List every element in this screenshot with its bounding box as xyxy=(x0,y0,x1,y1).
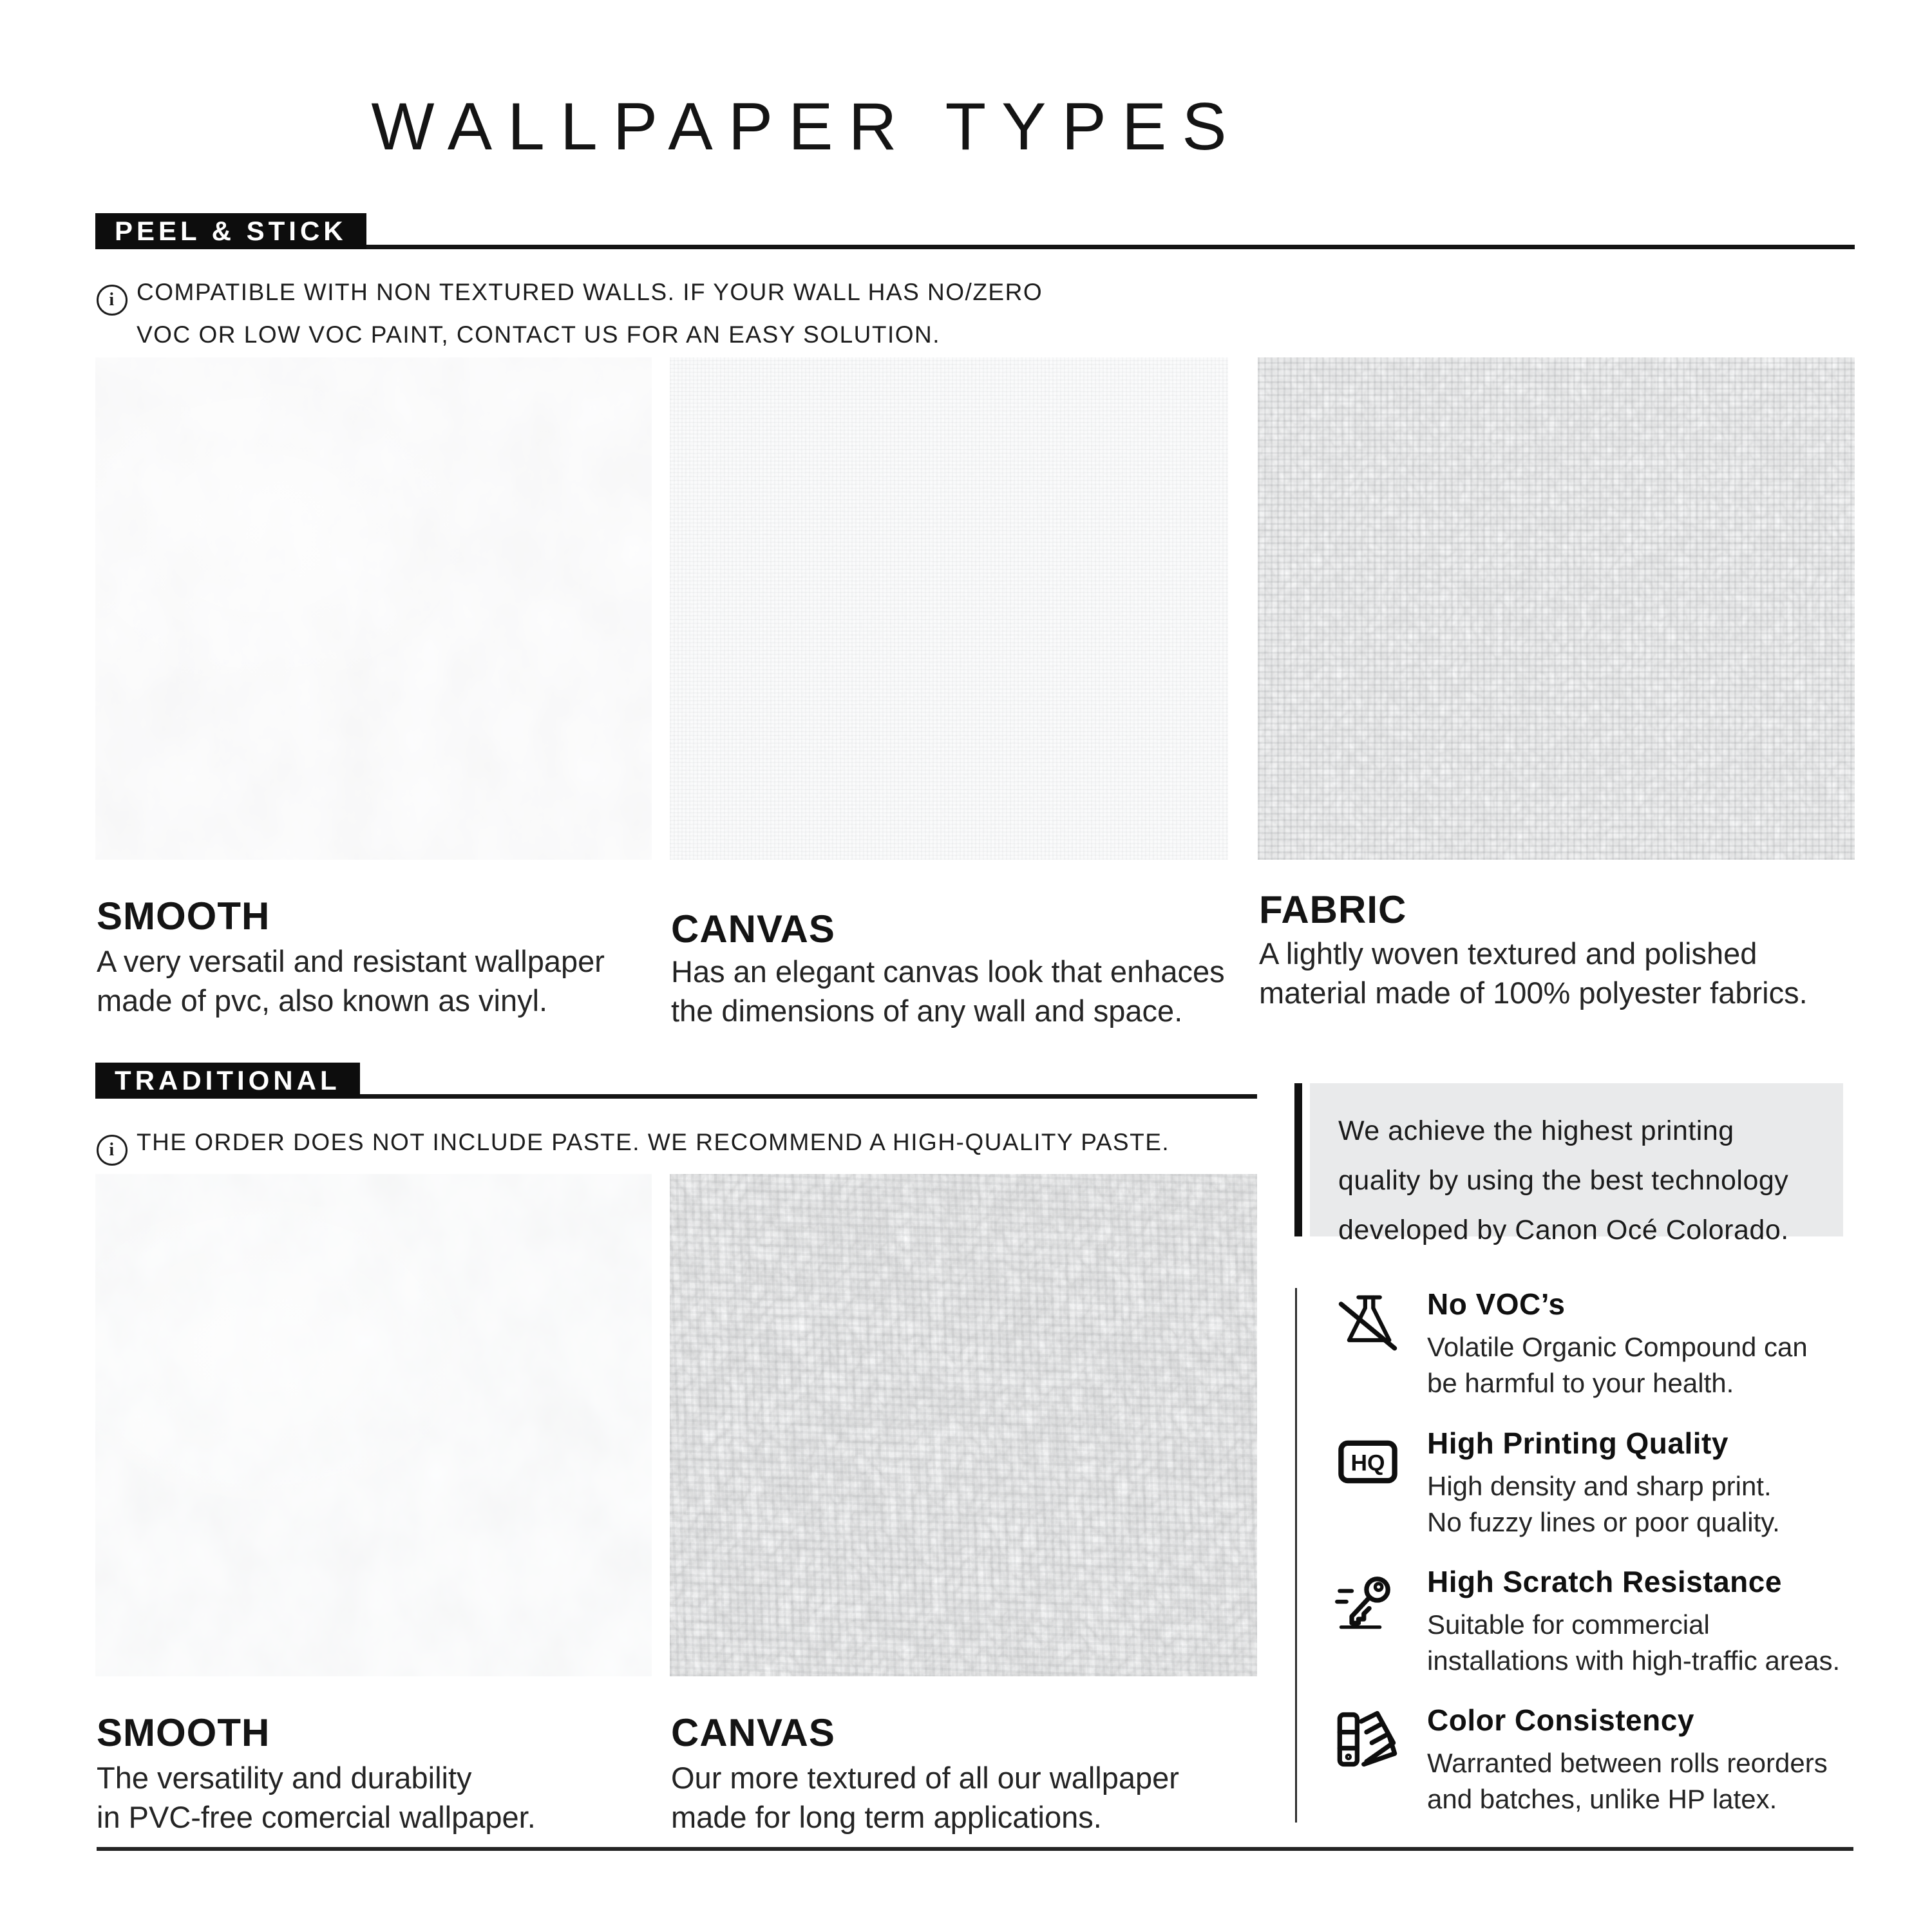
no-voc-flask-icon xyxy=(1334,1289,1401,1356)
swatch-title-smooth-1: SMOOTH xyxy=(97,895,270,938)
info-icon: i xyxy=(97,285,128,316)
swatch-title-fabric-1: FABRIC xyxy=(1259,888,1407,931)
feature-high-printing-quality: High Printing Quality High density and sharp print. No fuzzy lines or poor quality. xyxy=(1427,1426,1780,1537)
key-scratch-icon xyxy=(1334,1567,1401,1634)
quality-note-box xyxy=(1310,1083,1843,1245)
traditional-rule xyxy=(360,1094,1257,1099)
feature-color-consistency: Color Consistency Warranted between rolls reorders and batches, unlike HP latex. xyxy=(1427,1703,1828,1814)
quality-note-text: We achieve the highest printing quality by using the best technology developed by Canon Océ Colorado. xyxy=(1338,1115,1789,1245)
traditional-header xyxy=(95,1063,1257,1099)
peel-stick-info xyxy=(97,273,1127,354)
fine-canvas-swatch xyxy=(670,357,1228,860)
peel-stick-rule xyxy=(366,245,1855,249)
smooth-pvcfree-swatch xyxy=(95,1174,652,1676)
swatch-weave xyxy=(1258,357,1855,860)
info-icon: i xyxy=(97,1135,128,1166)
swatch-sheen xyxy=(95,1174,652,1676)
color-swatches-icon xyxy=(1334,1705,1401,1772)
rough-canvas-swatch xyxy=(670,1174,1257,1676)
hq-badge-icon xyxy=(1334,1428,1401,1495)
swatch-desc-canvas-2: Our more textured of all our wallpaper made for long term applications. xyxy=(671,1761,1179,1834)
smooth-vinyl-swatch xyxy=(95,357,652,860)
swatch-weave xyxy=(670,357,1228,860)
quality-note-accent-bar xyxy=(1294,1083,1302,1236)
peel-stick-header xyxy=(95,213,1855,249)
peel-stick-info-line2: VOC OR LOW VOC PAINT, CONTACT US FOR AN EASY SOLUTION. xyxy=(137,321,941,348)
bottom-rule xyxy=(97,1847,1853,1851)
page-title: WALLPAPER TYPES xyxy=(371,90,1242,164)
swatch-title-canvas-2: CANVAS xyxy=(671,1711,835,1754)
woven-fabric-swatch xyxy=(1258,357,1855,860)
swatch-desc-fabric-1: A lightly woven textured and polished material made of 100% polyester fabrics. xyxy=(1259,936,1808,1010)
swatch-title-canvas-1: CANVAS xyxy=(671,907,835,951)
swatch-sheen xyxy=(95,357,652,860)
traditional-info xyxy=(97,1123,1256,1166)
feature-high-scratch-resistance: High Scratch Resistance Suitable for commercial installations with high-traffic areas. xyxy=(1427,1565,1841,1676)
peel-stick-label: PEEL & STICK xyxy=(95,213,366,249)
traditional-label: TRADITIONAL xyxy=(95,1063,360,1099)
peel-stick-info-line1: i COMPATIBLE WITH NON TEXTURED WALLS. IF YOUR WALL HAS NO/ZERO xyxy=(97,273,1127,316)
swatch-desc-smooth-2: The versatility and durability in PVC-free comercial wallpaper. xyxy=(97,1761,536,1834)
feature-no-voc: No VOC’s Volatile Organic Compound can be harmful to your health. xyxy=(1427,1287,1808,1398)
swatch-desc-smooth-1: A very versatil and resistant wallpaper made of pvc, also known as vinyl. xyxy=(97,944,605,1018)
traditional-info-line1: i THE ORDER DOES NOT INCLUDE PASTE. WE RECOMMEND A HIGH-QUALITY PASTE. xyxy=(97,1123,1256,1166)
swatch-title-smooth-2: SMOOTH xyxy=(97,1711,270,1754)
swatch-desc-canvas-1: Has an elegant canvas look that enhaces the dimensions of any wall and space. xyxy=(671,954,1225,1028)
feature-list-divider xyxy=(1295,1288,1297,1823)
svg-text:HQ: HQ xyxy=(1350,1450,1385,1476)
swatch-weave xyxy=(670,1174,1257,1676)
